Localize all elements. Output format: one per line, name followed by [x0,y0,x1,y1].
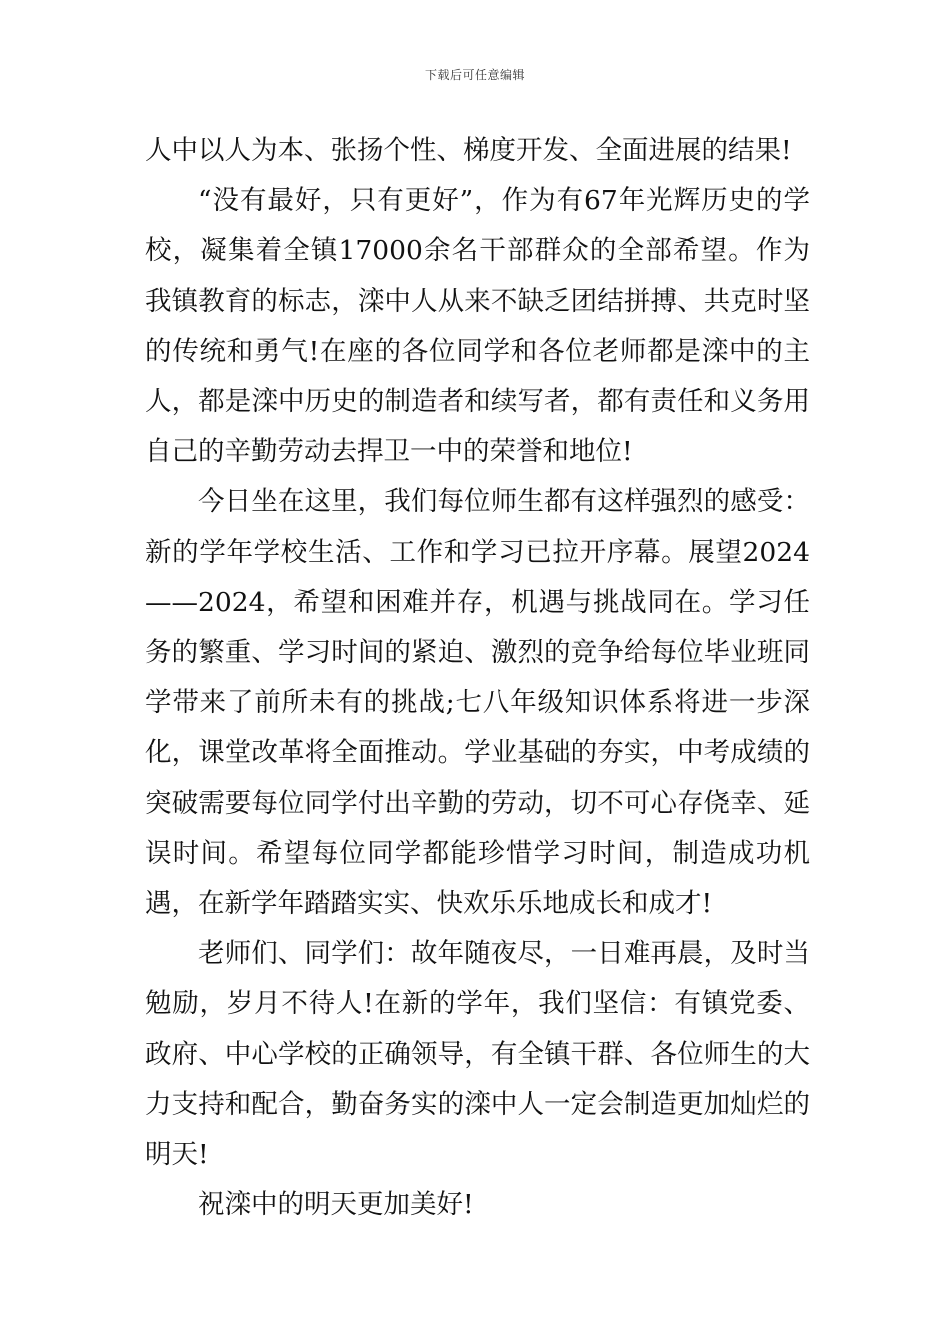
paragraph-closing-wish: 祝滦中的明天更加美好! [198,1189,474,1221]
page-header: 下载后可任意编辑 [424,68,525,82]
paragraph-continued: 人中以人为本、张扬个性、梯度开发、全面进展的结果! [145,135,792,166]
paragraph-history: “没有最好，只有更好”，作为有67年光辉历史的学校，凝集着全镇17000余名干部群众的全部希望。作为我镇教育的标志，滦中人从来不缺乏团结拼搏、共克时坚的传统和勇气!在座的各位同学和各位老师都是滦中的主人，都是滦中历史的制造者和续写者，都有责任和义务用自己的辛勤劳动去捍卫一中的荣誉和地位! [145,185,810,468]
document-body [145,126,810,1230]
paragraph-new-school-year: 今日坐在这里，我们每位师生都有这样强烈的感受：新的学年学校生活、工作和学习已拉开序幕。展望2024——2024，希望和困难并存，机遇与挑战同在。学习任务的繁重、学习时间的紧迫、激烈的竞争给每位毕业班同学带来了前所未有的挑战;七八年级知识体系将进一步深化，课堂改革将全面推动。学业基础的夯实，中考成绩的突破需要每位同学付出辛勤的劳动，切不可心存侥幸、延误时间。希望每位同学都能珍惜学习时间，制造成功机遇，在新学年踏踏实实、快欢乐乐地成长和成才! [145,486,810,920]
paragraph-encouragement: 老师们、同学们：故年随夜尽，一日难再晨，及时当勉励，岁月不待人!在新的学年，我们坚信：有镇党委、政府、中心学校的正确领导，有全镇干群、各位师生的大力支持和配合，勤奋务实的滦中人一定会制造更加灿烂的明天! [145,938,810,1171]
